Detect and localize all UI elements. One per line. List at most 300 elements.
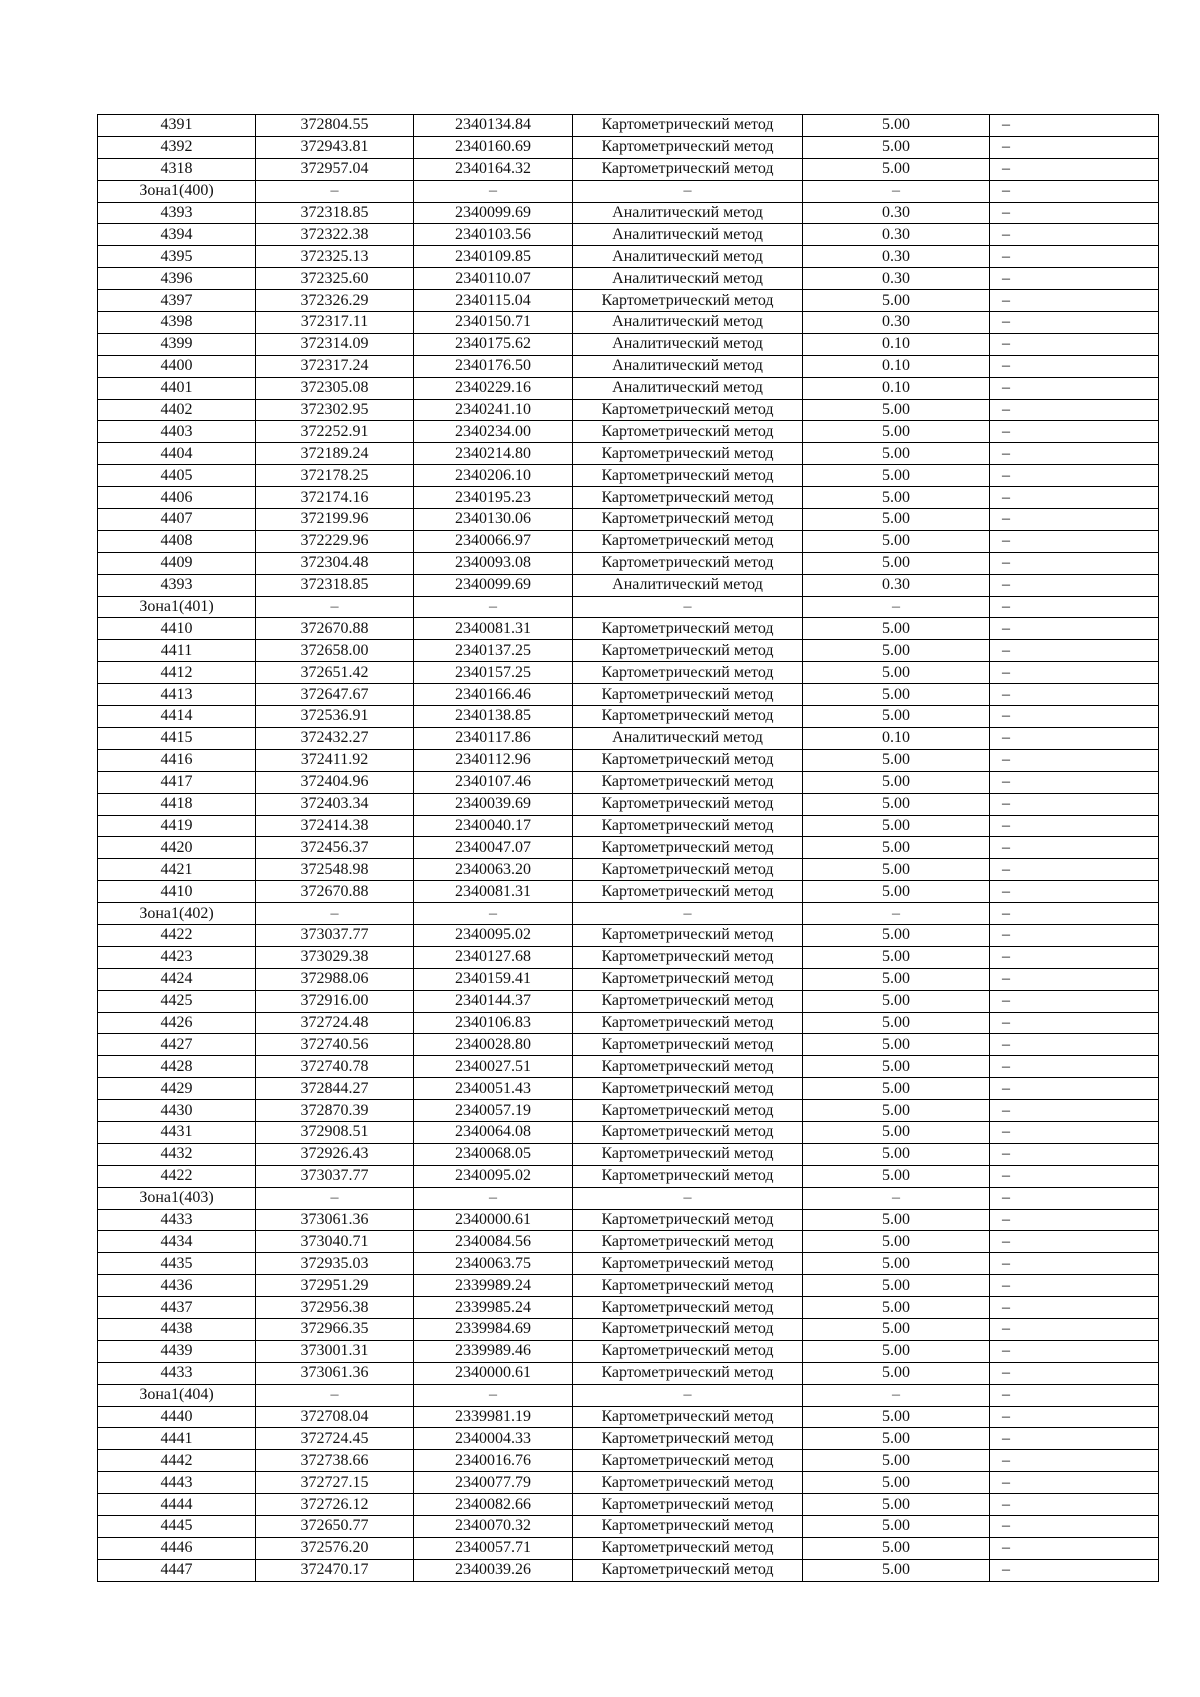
- x-coordinate-cell: 372317.11: [256, 312, 414, 334]
- method-cell: Картометрический метод: [573, 1275, 803, 1297]
- accuracy-cell: 0.10: [803, 727, 990, 749]
- accuracy-cell: 5.00: [803, 1450, 990, 1472]
- description-cell: –: [990, 684, 1159, 706]
- method-cell: –: [573, 596, 803, 618]
- x-coordinate-cell: 372411.92: [256, 749, 414, 771]
- point-number-cell: 4398: [98, 312, 256, 334]
- y-coordinate-cell: 2340051.43: [414, 1078, 573, 1100]
- accuracy-cell: 0.30: [803, 224, 990, 246]
- y-coordinate-cell: 2340115.04: [414, 290, 573, 312]
- y-coordinate-cell: 2340099.69: [414, 202, 573, 224]
- point-number-cell: 4391: [98, 115, 256, 137]
- method-cell: Аналитический метод: [573, 574, 803, 596]
- description-cell: –: [990, 1297, 1159, 1319]
- y-coordinate-cell: 2340063.75: [414, 1253, 573, 1275]
- x-coordinate-cell: 372726.12: [256, 1494, 414, 1516]
- x-coordinate-cell: 372870.39: [256, 1100, 414, 1122]
- x-coordinate-cell: –: [256, 596, 414, 618]
- x-coordinate-cell: 372651.42: [256, 662, 414, 684]
- x-coordinate-cell: 373001.31: [256, 1340, 414, 1362]
- accuracy-cell: 5.00: [803, 290, 990, 312]
- table-row: [98, 1318, 1159, 1340]
- method-cell: Картометрический метод: [573, 1056, 803, 1078]
- accuracy-cell: 0.10: [803, 333, 990, 355]
- accuracy-cell: 5.00: [803, 1165, 990, 1187]
- point-number-cell: 4409: [98, 552, 256, 574]
- y-coordinate-cell: 2340110.07: [414, 268, 573, 290]
- description-cell: –: [990, 355, 1159, 377]
- description-cell: –: [990, 1121, 1159, 1143]
- description-cell: –: [990, 1209, 1159, 1231]
- description-cell: –: [990, 1165, 1159, 1187]
- table-row: [98, 1494, 1159, 1516]
- point-number-cell: 4402: [98, 399, 256, 421]
- x-coordinate-cell: 372724.48: [256, 1012, 414, 1034]
- table-row: [98, 1165, 1159, 1187]
- y-coordinate-cell: 2340077.79: [414, 1472, 573, 1494]
- table-row: [98, 1100, 1159, 1122]
- method-cell: Картометрический метод: [573, 1231, 803, 1253]
- x-coordinate-cell: 372988.06: [256, 968, 414, 990]
- x-coordinate-cell: 372302.95: [256, 399, 414, 421]
- method-cell: Картометрический метод: [573, 1165, 803, 1187]
- description-cell: –: [990, 1384, 1159, 1406]
- accuracy-cell: 5.00: [803, 662, 990, 684]
- point-number-cell: 4406: [98, 487, 256, 509]
- point-number-cell: 4426: [98, 1012, 256, 1034]
- accuracy-cell: 5.00: [803, 1297, 990, 1319]
- table-row: [98, 487, 1159, 509]
- point-number-cell: 4441: [98, 1428, 256, 1450]
- accuracy-cell: 5.00: [803, 1253, 990, 1275]
- accuracy-cell: 5.00: [803, 1275, 990, 1297]
- method-cell: Картометрический метод: [573, 771, 803, 793]
- y-coordinate-cell: 2339985.24: [414, 1297, 573, 1319]
- y-coordinate-cell: 2340000.61: [414, 1362, 573, 1384]
- accuracy-cell: 5.00: [803, 1056, 990, 1078]
- y-coordinate-cell: 2340175.62: [414, 333, 573, 355]
- method-cell: Картометрический метод: [573, 1012, 803, 1034]
- method-cell: Картометрический метод: [573, 487, 803, 509]
- accuracy-cell: 5.00: [803, 990, 990, 1012]
- table-row: [98, 136, 1159, 158]
- y-coordinate-cell: 2340112.96: [414, 749, 573, 771]
- x-coordinate-cell: 372326.29: [256, 290, 414, 312]
- method-cell: Картометрический метод: [573, 115, 803, 137]
- y-coordinate-cell: 2340093.08: [414, 552, 573, 574]
- y-coordinate-cell: 2340099.69: [414, 574, 573, 596]
- description-cell: –: [990, 1472, 1159, 1494]
- y-coordinate-cell: 2340117.86: [414, 727, 573, 749]
- point-number-cell: 4393: [98, 202, 256, 224]
- x-coordinate-cell: 372951.29: [256, 1275, 414, 1297]
- description-cell: –: [990, 509, 1159, 531]
- point-number-cell: Зона1(404): [98, 1384, 256, 1406]
- description-cell: –: [990, 1516, 1159, 1538]
- x-coordinate-cell: 372178.25: [256, 465, 414, 487]
- table-row: [98, 727, 1159, 749]
- table-row: [98, 158, 1159, 180]
- y-coordinate-cell: 2340150.71: [414, 312, 573, 334]
- y-coordinate-cell: 2340047.07: [414, 837, 573, 859]
- point-number-cell: 4392: [98, 136, 256, 158]
- description-cell: –: [990, 924, 1159, 946]
- method-cell: Картометрический метод: [573, 968, 803, 990]
- description-cell: –: [990, 968, 1159, 990]
- table-row: [98, 268, 1159, 290]
- point-number-cell: 4405: [98, 465, 256, 487]
- y-coordinate-cell: 2340214.80: [414, 443, 573, 465]
- table-row: [98, 684, 1159, 706]
- method-cell: Картометрический метод: [573, 1297, 803, 1319]
- point-number-cell: 4443: [98, 1472, 256, 1494]
- method-cell: Картометрический метод: [573, 1362, 803, 1384]
- description-cell: –: [990, 749, 1159, 771]
- y-coordinate-cell: 2340195.23: [414, 487, 573, 509]
- x-coordinate-cell: 372304.48: [256, 552, 414, 574]
- point-number-cell: 4394: [98, 224, 256, 246]
- table-row: [98, 793, 1159, 815]
- method-cell: Картометрический метод: [573, 1143, 803, 1165]
- table-row: [98, 1559, 1159, 1581]
- y-coordinate-cell: –: [414, 1187, 573, 1209]
- method-cell: Картометрический метод: [573, 815, 803, 837]
- method-cell: Картометрический метод: [573, 1494, 803, 1516]
- accuracy-cell: 5.00: [803, 465, 990, 487]
- x-coordinate-cell: 372325.60: [256, 268, 414, 290]
- method-cell: –: [573, 1187, 803, 1209]
- description-cell: –: [990, 224, 1159, 246]
- description-cell: –: [990, 881, 1159, 903]
- point-number-cell: 4393: [98, 574, 256, 596]
- method-cell: Картометрический метод: [573, 1428, 803, 1450]
- accuracy-cell: 5.00: [803, 1406, 990, 1428]
- method-cell: Картометрический метод: [573, 684, 803, 706]
- x-coordinate-cell: 372414.38: [256, 815, 414, 837]
- accuracy-cell: 5.00: [803, 443, 990, 465]
- table-row: [98, 1362, 1159, 1384]
- method-cell: Картометрический метод: [573, 946, 803, 968]
- x-coordinate-cell: 372647.67: [256, 684, 414, 706]
- description-cell: –: [990, 1494, 1159, 1516]
- x-coordinate-cell: 372966.35: [256, 1318, 414, 1340]
- accuracy-cell: 5.00: [803, 1472, 990, 1494]
- accuracy-cell: 5.00: [803, 1537, 990, 1559]
- x-coordinate-cell: 372403.34: [256, 793, 414, 815]
- point-number-cell: 4395: [98, 246, 256, 268]
- y-coordinate-cell: –: [414, 1384, 573, 1406]
- method-cell: Картометрический метод: [573, 1034, 803, 1056]
- accuracy-cell: 5.00: [803, 640, 990, 662]
- method-cell: Картометрический метод: [573, 290, 803, 312]
- table-row: [98, 202, 1159, 224]
- zone-header-row: [98, 596, 1159, 618]
- accuracy-cell: 5.00: [803, 1559, 990, 1581]
- method-cell: Картометрический метод: [573, 1340, 803, 1362]
- accuracy-cell: 5.00: [803, 136, 990, 158]
- description-cell: –: [990, 662, 1159, 684]
- description-cell: –: [990, 903, 1159, 925]
- accuracy-cell: –: [803, 903, 990, 925]
- y-coordinate-cell: 2340066.97: [414, 530, 573, 552]
- description-cell: –: [990, 1078, 1159, 1100]
- point-number-cell: 4411: [98, 640, 256, 662]
- description-cell: –: [990, 1034, 1159, 1056]
- x-coordinate-cell: 372727.15: [256, 1472, 414, 1494]
- point-number-cell: 4397: [98, 290, 256, 312]
- point-number-cell: 4436: [98, 1275, 256, 1297]
- x-coordinate-cell: 372670.88: [256, 618, 414, 640]
- accuracy-cell: –: [803, 1187, 990, 1209]
- table-row: [98, 224, 1159, 246]
- point-number-cell: 4424: [98, 968, 256, 990]
- method-cell: Аналитический метод: [573, 268, 803, 290]
- accuracy-cell: 0.30: [803, 574, 990, 596]
- accuracy-cell: 5.00: [803, 1318, 990, 1340]
- point-number-cell: 4438: [98, 1318, 256, 1340]
- x-coordinate-cell: 372724.45: [256, 1428, 414, 1450]
- method-cell: Картометрический метод: [573, 1253, 803, 1275]
- x-coordinate-cell: 372229.96: [256, 530, 414, 552]
- description-cell: –: [990, 1340, 1159, 1362]
- description-cell: –: [990, 990, 1159, 1012]
- point-number-cell: 4418: [98, 793, 256, 815]
- y-coordinate-cell: 2340095.02: [414, 1165, 573, 1187]
- accuracy-cell: 5.00: [803, 706, 990, 728]
- accuracy-cell: 0.30: [803, 268, 990, 290]
- point-number-cell: 4416: [98, 749, 256, 771]
- point-number-cell: 4422: [98, 1165, 256, 1187]
- table-row: [98, 662, 1159, 684]
- y-coordinate-cell: 2340229.16: [414, 377, 573, 399]
- description-cell: –: [990, 180, 1159, 202]
- table-row: [98, 990, 1159, 1012]
- description-cell: –: [990, 290, 1159, 312]
- y-coordinate-cell: 2340134.84: [414, 115, 573, 137]
- method-cell: Картометрический метод: [573, 881, 803, 903]
- y-coordinate-cell: 2340206.10: [414, 465, 573, 487]
- y-coordinate-cell: 2340166.46: [414, 684, 573, 706]
- description-cell: –: [990, 1100, 1159, 1122]
- description-cell: –: [990, 1537, 1159, 1559]
- point-number-cell: 4442: [98, 1450, 256, 1472]
- point-number-cell: 4412: [98, 662, 256, 684]
- point-number-cell: Зона1(401): [98, 596, 256, 618]
- table-row: [98, 1275, 1159, 1297]
- y-coordinate-cell: 2340028.80: [414, 1034, 573, 1056]
- x-coordinate-cell: 372470.17: [256, 1559, 414, 1581]
- point-number-cell: Зона1(402): [98, 903, 256, 925]
- table-row: [98, 1121, 1159, 1143]
- table-row: [98, 312, 1159, 334]
- y-coordinate-cell: 2340039.26: [414, 1559, 573, 1581]
- description-cell: –: [990, 706, 1159, 728]
- y-coordinate-cell: 2339989.24: [414, 1275, 573, 1297]
- table-row: [98, 530, 1159, 552]
- point-number-cell: 4447: [98, 1559, 256, 1581]
- description-cell: –: [990, 1012, 1159, 1034]
- method-cell: Аналитический метод: [573, 355, 803, 377]
- method-cell: Картометрический метод: [573, 1516, 803, 1538]
- y-coordinate-cell: 2340127.68: [414, 946, 573, 968]
- description-cell: –: [990, 1559, 1159, 1581]
- table-row: [98, 1143, 1159, 1165]
- table-row: [98, 618, 1159, 640]
- description-cell: –: [990, 596, 1159, 618]
- table-row: [98, 552, 1159, 574]
- zone-header-row: [98, 1187, 1159, 1209]
- table-row: [98, 1516, 1159, 1538]
- y-coordinate-cell: 2340095.02: [414, 924, 573, 946]
- accuracy-cell: 5.00: [803, 1428, 990, 1450]
- point-number-cell: 4399: [98, 333, 256, 355]
- accuracy-cell: 5.00: [803, 1340, 990, 1362]
- method-cell: Картометрический метод: [573, 990, 803, 1012]
- x-coordinate-cell: 372189.24: [256, 443, 414, 465]
- table-row: [98, 246, 1159, 268]
- method-cell: Картометрический метод: [573, 509, 803, 531]
- accuracy-cell: 5.00: [803, 1494, 990, 1516]
- table-row: [98, 1253, 1159, 1275]
- accuracy-cell: 0.10: [803, 377, 990, 399]
- accuracy-cell: 5.00: [803, 815, 990, 837]
- accuracy-cell: 5.00: [803, 1231, 990, 1253]
- table-body: [98, 115, 1159, 1582]
- method-cell: Картометрический метод: [573, 1472, 803, 1494]
- point-number-cell: 4423: [98, 946, 256, 968]
- y-coordinate-cell: 2339984.69: [414, 1318, 573, 1340]
- table-row: [98, 640, 1159, 662]
- accuracy-cell: 0.30: [803, 202, 990, 224]
- x-coordinate-cell: 372318.85: [256, 574, 414, 596]
- point-number-cell: 4433: [98, 1362, 256, 1384]
- table-row: [98, 399, 1159, 421]
- accuracy-cell: 5.00: [803, 837, 990, 859]
- point-number-cell: 4421: [98, 859, 256, 881]
- x-coordinate-cell: 372935.03: [256, 1253, 414, 1275]
- method-cell: Картометрический метод: [573, 662, 803, 684]
- x-coordinate-cell: 372740.56: [256, 1034, 414, 1056]
- description-cell: –: [990, 136, 1159, 158]
- point-number-cell: 4407: [98, 509, 256, 531]
- x-coordinate-cell: 372314.09: [256, 333, 414, 355]
- method-cell: Картометрический метод: [573, 793, 803, 815]
- description-cell: –: [990, 574, 1159, 596]
- table-row: [98, 771, 1159, 793]
- y-coordinate-cell: 2340176.50: [414, 355, 573, 377]
- table-row: [98, 421, 1159, 443]
- description-cell: –: [990, 268, 1159, 290]
- point-number-cell: 4445: [98, 1516, 256, 1538]
- point-number-cell: 4427: [98, 1034, 256, 1056]
- description-cell: –: [990, 399, 1159, 421]
- table-row: [98, 749, 1159, 771]
- description-cell: –: [990, 377, 1159, 399]
- x-coordinate-cell: 372916.00: [256, 990, 414, 1012]
- accuracy-cell: 5.00: [803, 530, 990, 552]
- coordinates-table: [97, 114, 1159, 1582]
- description-cell: –: [990, 115, 1159, 137]
- table-row: [98, 815, 1159, 837]
- method-cell: Картометрический метод: [573, 1209, 803, 1231]
- x-coordinate-cell: –: [256, 1187, 414, 1209]
- point-number-cell: 4401: [98, 377, 256, 399]
- method-cell: Картометрический метод: [573, 1121, 803, 1143]
- accuracy-cell: 5.00: [803, 968, 990, 990]
- method-cell: Картометрический метод: [573, 837, 803, 859]
- point-number-cell: 4430: [98, 1100, 256, 1122]
- x-coordinate-cell: 372908.51: [256, 1121, 414, 1143]
- method-cell: Картометрический метод: [573, 1537, 803, 1559]
- zone-header-row: [98, 903, 1159, 925]
- point-number-cell: 4408: [98, 530, 256, 552]
- method-cell: –: [573, 1384, 803, 1406]
- y-coordinate-cell: 2340109.85: [414, 246, 573, 268]
- x-coordinate-cell: 372305.08: [256, 377, 414, 399]
- accuracy-cell: 5.00: [803, 487, 990, 509]
- point-number-cell: 4440: [98, 1406, 256, 1428]
- description-cell: –: [990, 530, 1159, 552]
- description-cell: –: [990, 465, 1159, 487]
- table-row: [98, 837, 1159, 859]
- y-coordinate-cell: 2340081.31: [414, 618, 573, 640]
- x-coordinate-cell: 372325.13: [256, 246, 414, 268]
- table-row: [98, 1450, 1159, 1472]
- description-cell: –: [990, 727, 1159, 749]
- point-number-cell: 4410: [98, 881, 256, 903]
- accuracy-cell: 5.00: [803, 1362, 990, 1384]
- x-coordinate-cell: 372844.27: [256, 1078, 414, 1100]
- point-number-cell: 4414: [98, 706, 256, 728]
- method-cell: Картометрический метод: [573, 1078, 803, 1100]
- x-coordinate-cell: 372548.98: [256, 859, 414, 881]
- accuracy-cell: 5.00: [803, 115, 990, 137]
- point-number-cell: 4419: [98, 815, 256, 837]
- description-cell: –: [990, 443, 1159, 465]
- accuracy-cell: 5.00: [803, 158, 990, 180]
- accuracy-cell: 5.00: [803, 881, 990, 903]
- y-coordinate-cell: 2340084.56: [414, 1231, 573, 1253]
- x-coordinate-cell: 372956.38: [256, 1297, 414, 1319]
- table-row: [98, 1297, 1159, 1319]
- description-cell: –: [990, 618, 1159, 640]
- table-row: [98, 290, 1159, 312]
- table-row: [98, 1012, 1159, 1034]
- description-cell: –: [990, 771, 1159, 793]
- y-coordinate-cell: 2340064.08: [414, 1121, 573, 1143]
- accuracy-cell: 5.00: [803, 1209, 990, 1231]
- description-cell: –: [990, 1253, 1159, 1275]
- method-cell: Картометрический метод: [573, 749, 803, 771]
- accuracy-cell: 5.00: [803, 771, 990, 793]
- y-coordinate-cell: –: [414, 903, 573, 925]
- table-row: [98, 924, 1159, 946]
- accuracy-cell: 5.00: [803, 793, 990, 815]
- table-row: [98, 443, 1159, 465]
- table-row: [98, 1078, 1159, 1100]
- table-row: [98, 1056, 1159, 1078]
- y-coordinate-cell: 2340068.05: [414, 1143, 573, 1165]
- description-cell: –: [990, 202, 1159, 224]
- table-row: [98, 881, 1159, 903]
- y-coordinate-cell: 2340000.61: [414, 1209, 573, 1231]
- description-cell: –: [990, 421, 1159, 443]
- y-coordinate-cell: 2340039.69: [414, 793, 573, 815]
- description-cell: –: [990, 1362, 1159, 1384]
- description-cell: –: [990, 487, 1159, 509]
- y-coordinate-cell: 2340027.51: [414, 1056, 573, 1078]
- y-coordinate-cell: –: [414, 180, 573, 202]
